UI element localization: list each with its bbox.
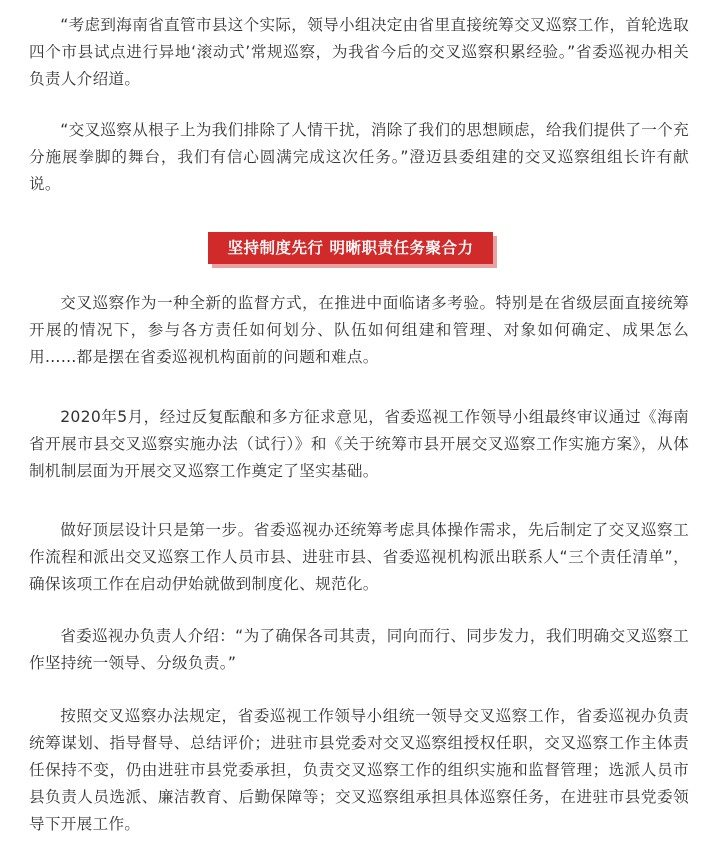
section-heading: 坚持制度先行 明晰职责任务聚合力 xyxy=(208,232,493,264)
paragraph-5: 做好顶层设计只是第一步。省委巡视办还统筹考虑具体操作需求，先后制定了交叉巡察工作流程和派出交叉巡察工作人员市县、进驻市县、省委巡视机构派出联系人“三个责任清单”，确保该项工作在启动伊始就做到制度化、规范化。 xyxy=(29,521,689,593)
paragraph-1: “考虑到海南省直管市县这个实际，领导小组决定由省里直接统筹交叉巡察工作，首轮选取四个市县试点进行异地‘滚动式’常规巡察，为我省今后的交叉巡察积累经验。”省委巡视办相关负责人介绍道。 xyxy=(29,16,689,88)
paragraph-3: 交叉巡察作为一种全新的监督方式，在推进中面临诸多考验。特别是在省级层面直接统筹开展的情况下，参与各方责任如何划分、队伍如何组建和管理、对象如何确定、成果怎么用……都是摆在省委巡视机构面前的问题和难点。 xyxy=(29,294,689,366)
section-heading-banner xyxy=(208,232,497,268)
paragraph-7: 按照交叉巡察办法规定，省委巡视工作领导小组统一领导交叉巡察工作，省委巡视办负责统筹谋划、指导督导、总结评价；进驻市县党委对交叉巡察组授权任职，交叉巡察工作主体责任保持不变，仍由进驻市县党委承担，负责交叉巡察工作的组织实施和监督管理；选派人员市县负责人员选派、廉洁教育、后勤保障等；交叉巡察组承担具体巡察任务，在进驻市县党委领导下开展工作。 xyxy=(29,707,689,833)
paragraph-6: 省委巡视办负责人介绍：“为了确保各司其责，同向而行、同步发力，我们明确交叉巡察工作坚持统一领导、分级负责。” xyxy=(29,627,689,672)
paragraph-2: “交叉巡察从根子上为我们排除了人情干扰，消除了我们的思想顾虑，给我们提供了一个充分施展拳脚的舞台，我们有信心圆满完成这次任务。”澄迈县委组建的交叉巡察组组长许有献说。 xyxy=(29,121,689,193)
paragraph-4: 2020年5月，经过反复酝酿和多方征求意见，省委巡视工作领导小组最终审议通过《海南省开展市县交叉巡察实施办法（试行）》和《关于统筹市县开展交叉巡察工作实施方案》，从体制机制层面为开展交叉巡察工作奠定了坚实基础。 xyxy=(29,408,689,480)
